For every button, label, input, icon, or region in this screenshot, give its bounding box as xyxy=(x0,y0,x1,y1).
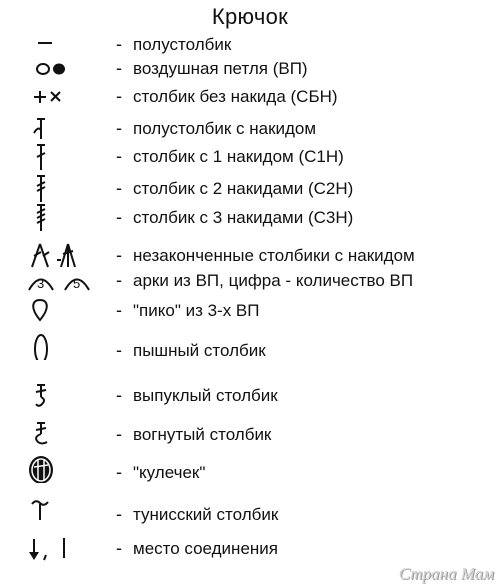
legend-label: место соединения xyxy=(133,539,278,558)
legend-row xyxy=(0,420,500,450)
legend-row xyxy=(0,336,500,366)
separator: - xyxy=(116,424,122,444)
chain-stitch-icon xyxy=(16,54,108,84)
tunisian-stitch-icon xyxy=(16,500,108,530)
legend-row xyxy=(0,142,500,172)
separator: - xyxy=(116,300,122,320)
legend-label: пышный столбик xyxy=(133,341,266,360)
arch-count-label: 5 xyxy=(73,276,81,291)
separator: - xyxy=(116,504,122,524)
bobble-stitch-icon xyxy=(16,458,108,488)
single-crochet-icon xyxy=(16,82,108,112)
front-post-stitch-icon xyxy=(16,381,108,411)
legend-label: столбик с 3 накидами (С3Н) xyxy=(133,208,354,227)
legend-label: выпуклый столбик xyxy=(133,386,278,405)
legend-label: столбик с 1 накидом (С1Н) xyxy=(133,147,344,166)
legend-row xyxy=(0,82,500,112)
separator: - xyxy=(116,118,122,138)
legend-label: полустолбик с накидом xyxy=(133,119,317,138)
separator: - xyxy=(116,178,122,198)
separator: - xyxy=(116,340,122,360)
legend-label: воздушная петля (ВП) xyxy=(133,59,308,78)
double-crochet-icon xyxy=(16,142,108,172)
half-double-crochet-icon xyxy=(16,114,108,144)
separator: - xyxy=(116,207,122,227)
legend-label: арки из ВП, цифра - количество ВП xyxy=(133,271,414,290)
legend-row xyxy=(0,500,500,530)
double-treble-crochet-icon xyxy=(16,203,108,233)
watermark: Страна Мам xyxy=(398,564,494,583)
page-title: Крючок xyxy=(211,4,289,29)
legend-row xyxy=(0,174,500,204)
legend-label: полустолбик xyxy=(133,35,232,54)
legend-row xyxy=(0,534,500,564)
treble-crochet-icon xyxy=(16,174,108,204)
legend-row xyxy=(0,458,500,488)
chain-arch-icon xyxy=(16,266,108,296)
legend-label: столбик без накида (СБН) xyxy=(133,87,338,106)
separator: - xyxy=(116,34,122,54)
legend-row xyxy=(0,296,500,326)
arch-count-label: 3 xyxy=(37,276,45,291)
legend-label: столбик с 2 накидами (С2Н) xyxy=(133,179,354,198)
legend-row xyxy=(0,114,500,144)
puff-stitch-icon xyxy=(16,336,108,366)
separator: - xyxy=(116,86,122,106)
separator: - xyxy=(116,146,122,166)
legend-label: "кулечек" xyxy=(133,463,206,482)
legend-row xyxy=(0,203,500,233)
separator: - xyxy=(116,245,122,265)
join-point-icon xyxy=(16,534,108,564)
picot-icon xyxy=(16,296,108,326)
separator: - xyxy=(116,462,122,482)
back-post-stitch-icon xyxy=(16,420,108,450)
legend-row xyxy=(0,266,500,296)
separator: - xyxy=(116,538,122,558)
legend-row xyxy=(0,54,500,84)
separator: - xyxy=(116,385,122,405)
legend-label: вогнутый столбик xyxy=(133,425,272,444)
legend-label: незаконченные столбики с накидом xyxy=(133,246,415,265)
legend-label: "пико" из 3-х ВП xyxy=(133,301,260,320)
separator: - xyxy=(116,270,122,290)
legend-row xyxy=(0,381,500,411)
legend-label: тунисский столбик xyxy=(133,505,279,524)
separator: - xyxy=(116,58,122,78)
